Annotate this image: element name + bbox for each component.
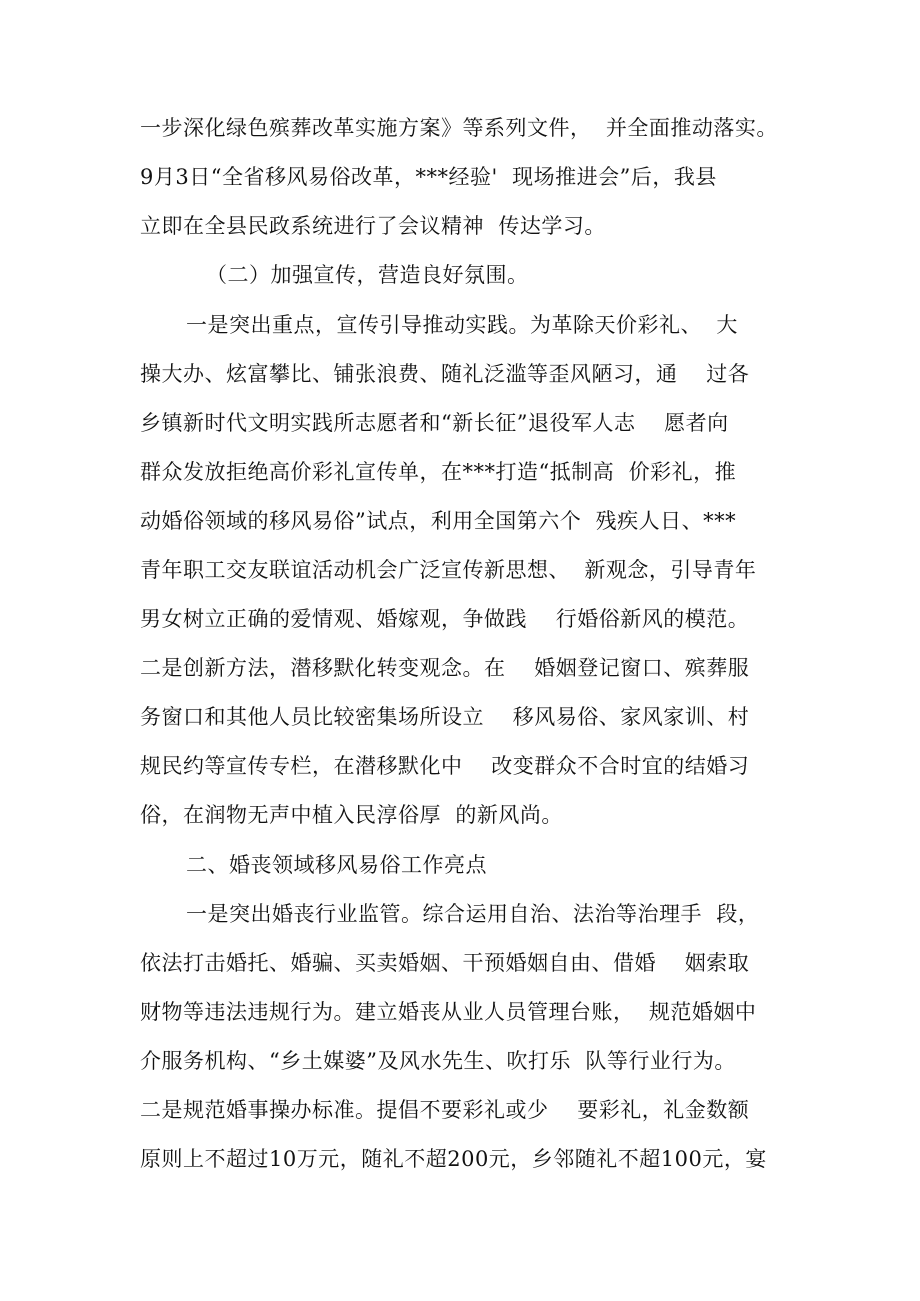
paragraph-line: 一是突出重点，宣传引导推动实践。为革除天价彩礼、 大 <box>186 313 738 337</box>
paragraph-line: 一是突出婚丧行业监管。综合运用自治、法治等治理手 段， <box>186 902 760 926</box>
paragraph-line: 一步深化绿色殡葬改革实施方案》等系列文件， 并全面推动落实。 <box>140 116 778 140</box>
paragraph-line: 9月3日“全省移风易俗改革，***经验' 现场推进会”后，我县 <box>140 165 717 189</box>
paragraph-line: 男女树立正确的爱情观、婚嫁观，争做践 行婚俗新风的模范。 <box>140 607 750 631</box>
paragraph-line: 原则上不超过10万元，随礼不超200元，乡邻随礼不超100元，宴 <box>140 1147 767 1171</box>
paragraph-line: 乡镇新时代文明实践所志愿者和“新长征”退役军人志 愿者向 <box>140 411 729 435</box>
section-heading: 二、婚丧领域移风易俗工作亮点 <box>186 853 487 877</box>
paragraph-line: 规民约等宣传专栏，在潜移默化中 改变群众不合时宜的结婚习 <box>140 754 750 778</box>
paragraph-line: 青年职工交友联谊活动机会广泛宣传新思想、 新观念，引导青年 <box>140 558 757 582</box>
paragraph-line: 动婚俗领域的移风易俗”试点，利用全国第六个 残疾人日、*** <box>140 509 737 533</box>
paragraph-line: 财物等违法违规行为。建立婚丧从业人员管理台账， 规范婚姻中 <box>140 1000 757 1024</box>
paragraph-line: 二是创新方法，潜移默化转变观念。在 婚姻登记窗口、殡葬服 <box>140 656 750 680</box>
paragraph-line: 二是规范婚事操办标准。提倡不要彩礼或少 要彩礼，礼金数额 <box>140 1098 750 1122</box>
paragraph-line: 务窗口和其他人员比较密集场所设立 移风易俗、家风家训、村 <box>140 705 750 729</box>
paragraph-line: 群众发放拒绝高价彩礼宣传单，在***打造“抵制高 价彩礼，推 <box>140 460 737 484</box>
section-heading: （二）加强宣传，营造良好氛围。 <box>206 263 529 287</box>
paragraph-line: 俗，在润物无声中植入民淳俗厚 的新风尚。 <box>140 803 563 827</box>
paragraph-line: 立即在全县民政系统进行了会议精神 传达学习。 <box>140 214 606 238</box>
paragraph-line: 介服务机构、“乡土媒婆”及风水先生、吹打乐 队等行业行为。 <box>140 1049 736 1073</box>
paragraph-line: 操大办、炫富攀比、铺张浪费、随礼泛滥等歪风陋习，通 过各 <box>140 362 750 386</box>
paragraph-line: 依法打击婚托、婚骗、买卖婚姻、干预婚姻自由、借婚 姻索取 <box>140 951 750 975</box>
